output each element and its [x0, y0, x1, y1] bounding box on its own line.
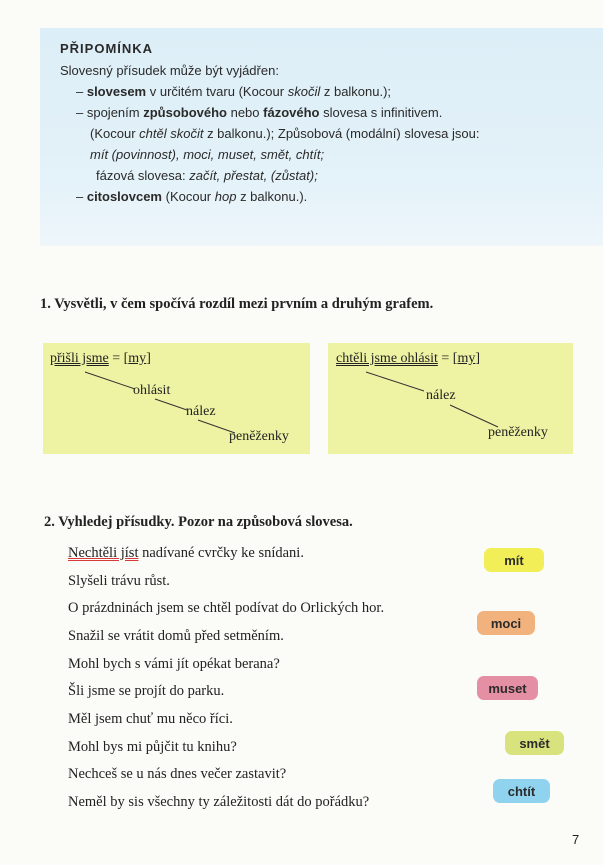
- reminder-line: – citoslovcem (Kocour hop z balkonu.).: [76, 189, 308, 204]
- badge-moci: moci: [477, 611, 535, 635]
- graph-2-node: peněženky: [488, 425, 548, 440]
- graph-1: [43, 343, 310, 454]
- sentence: Slyšeli trávu růst.: [68, 573, 170, 589]
- graph-2-predicate: chtěli jsme ohlásit: [336, 351, 438, 366]
- reminder-line: fázová slovesa: začít, přestat, (zůstat);: [96, 168, 318, 183]
- reminder-line: – spojením způsobového nebo fázového slovesa s infinitivem.: [76, 105, 443, 120]
- sentence: Mohl bys mi půjčit tu knihu?: [68, 739, 237, 755]
- badge-smet: smět: [505, 731, 564, 755]
- graph-2: [328, 343, 573, 454]
- graph-2-subject: my: [457, 351, 476, 366]
- sentence: Neměl by sis všechny ty záležitosti dát do pořádku?: [68, 794, 370, 810]
- graph-1-predicate: přišli jsme: [50, 351, 109, 366]
- reminder-line: Slovesný přísudek může být vyjádřen:: [60, 63, 279, 78]
- sentence: Šli jsme se projít do parku.: [68, 683, 225, 699]
- graph-1-node: ohlásit: [133, 383, 171, 398]
- badge-muset: muset: [477, 676, 538, 700]
- reminder-line: – slovesem v určitém tvaru (Kocour skočil z balkonu.);: [76, 84, 392, 99]
- task-2-heading: 2. Vyhledej přísudky. Pozor na způsobová slovesa.: [44, 514, 353, 530]
- graph-1-subject: my: [128, 351, 147, 366]
- sentence: O prázdninách jsem se chtěl podívat do Orlických hor.: [68, 600, 385, 616]
- sentence: Mohl bych s vámi jít opékat berana?: [68, 656, 280, 672]
- sentence: Nechtěli jíst nadívané cvrčky ke snídani.: [68, 545, 304, 561]
- graph-2-predicate-row: chtěli jsme ohlásit = [my]: [336, 351, 480, 366]
- graph-2-node: nález: [426, 388, 456, 403]
- reminder-line: mít (povinnost), moci, muset, smět, chtít;: [90, 147, 325, 162]
- graph-1-predicate-row: přišli jsme = [my]: [50, 351, 151, 366]
- graph-1-node: peněženky: [229, 429, 289, 444]
- badge-chtit: chtít: [493, 779, 550, 803]
- page-number: 7: [572, 832, 580, 847]
- badge-mit: mít: [484, 548, 544, 572]
- reminder-title: PŘIPOMÍNKA: [60, 41, 154, 56]
- reminder-box: [40, 28, 603, 246]
- sentence: Snažil se vrátit domů před setměním.: [68, 628, 284, 644]
- sentence: Měl jsem chuť mu něco říci.: [68, 711, 233, 727]
- example-predicate: Nechtěli jíst: [68, 545, 139, 561]
- sentence: Nechceš se u nás dnes večer zastavit?: [68, 766, 287, 782]
- task-1-heading: 1. Vysvětli, v čem spočívá rozdíl mezi prvním a druhým grafem.: [40, 296, 434, 312]
- reminder-line: (Kocour chtěl skočit z balkonu.); Způsobová (modální) slovesa jsou:: [90, 126, 480, 141]
- graph-1-node: nález: [186, 404, 216, 419]
